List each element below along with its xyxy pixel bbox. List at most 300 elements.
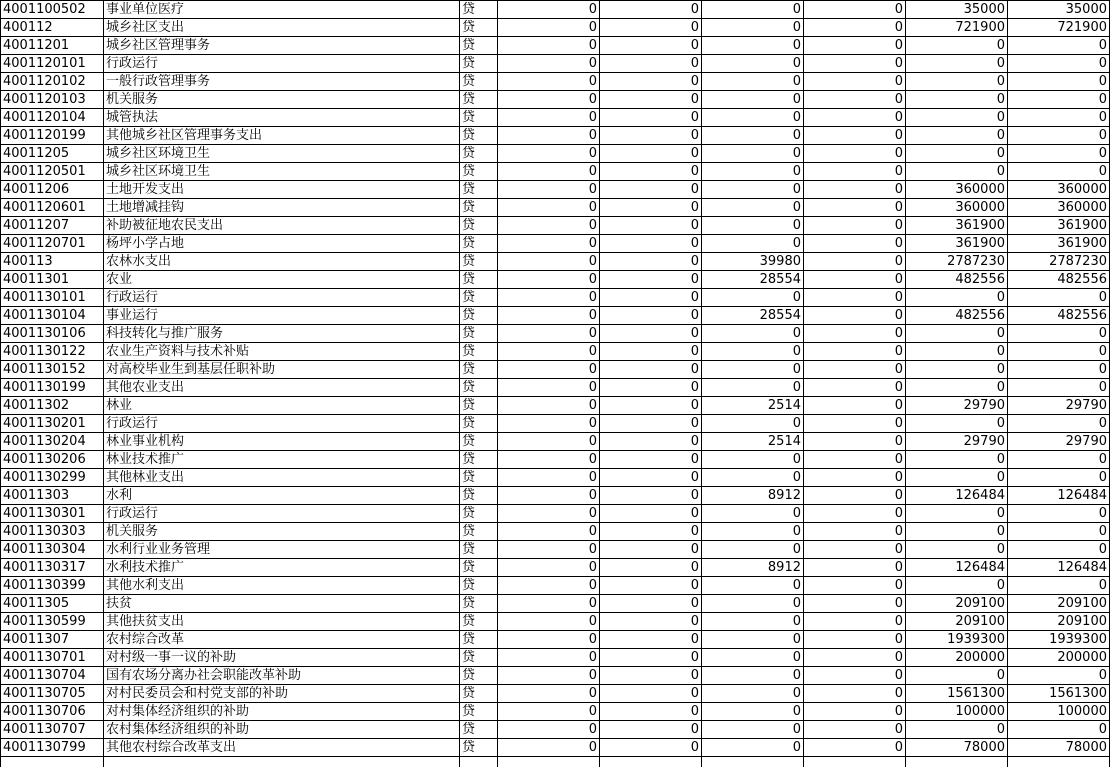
account-name-cell[interactable]: 农村综合改革 — [104, 631, 460, 649]
value-cell-5[interactable]: 0 — [906, 415, 1008, 433]
value-cell-3[interactable]: 0 — [702, 613, 804, 631]
value-cell-2[interactable]: 0 — [600, 667, 702, 685]
account-name-cell[interactable]: 城管执法 — [104, 109, 460, 127]
value-cell-5[interactable]: 0 — [906, 73, 1008, 91]
direction-cell[interactable]: 贷 — [460, 307, 498, 325]
account-name-cell[interactable]: 城乡社区支出 — [104, 19, 460, 37]
value-cell-1[interactable]: 0 — [498, 433, 600, 451]
account-name-cell[interactable]: 杨坪小学占地 — [104, 235, 460, 253]
account-name-cell[interactable]: 补助被征地农民支出 — [104, 217, 460, 235]
value-cell-4[interactable]: 0 — [804, 343, 906, 361]
empty-cell[interactable] — [1008, 757, 1110, 767]
direction-cell[interactable]: 贷 — [460, 703, 498, 721]
value-cell-1[interactable]: 0 — [498, 631, 600, 649]
value-cell-4[interactable]: 0 — [804, 379, 906, 397]
value-cell-2[interactable]: 0 — [600, 127, 702, 145]
empty-cell[interactable] — [600, 757, 702, 767]
value-cell-1[interactable]: 0 — [498, 73, 600, 91]
value-cell-3[interactable]: 0 — [702, 19, 804, 37]
value-cell-1[interactable]: 0 — [498, 613, 600, 631]
value-cell-3[interactable]: 0 — [702, 721, 804, 739]
value-cell-6[interactable]: 0 — [1008, 415, 1110, 433]
direction-cell[interactable]: 贷 — [460, 19, 498, 37]
value-cell-4[interactable]: 0 — [804, 361, 906, 379]
account-name-cell[interactable]: 行政运行 — [104, 505, 460, 523]
value-cell-5[interactable]: 29790 — [906, 433, 1008, 451]
empty-cell[interactable] — [702, 757, 804, 767]
account-name-cell[interactable]: 土地开发支出 — [104, 181, 460, 199]
account-name-cell[interactable]: 行政运行 — [104, 415, 460, 433]
value-cell-4[interactable]: 0 — [804, 613, 906, 631]
account-code-cell[interactable]: 4001130101 — [1, 289, 104, 307]
value-cell-2[interactable]: 0 — [600, 289, 702, 307]
account-code-cell[interactable]: 4001130122 — [1, 343, 104, 361]
account-code-cell[interactable]: 4001130304 — [1, 541, 104, 559]
value-cell-2[interactable]: 0 — [600, 253, 702, 271]
account-name-cell[interactable]: 其他城乡社区管理事务支出 — [104, 127, 460, 145]
account-name-cell[interactable]: 林业事业机构 — [104, 433, 460, 451]
value-cell-5[interactable]: 361900 — [906, 217, 1008, 235]
value-cell-5[interactable]: 0 — [906, 721, 1008, 739]
value-cell-4[interactable]: 0 — [804, 487, 906, 505]
value-cell-2[interactable]: 0 — [600, 55, 702, 73]
value-cell-6[interactable]: 0 — [1008, 451, 1110, 469]
value-cell-4[interactable]: 0 — [804, 145, 906, 163]
value-cell-5[interactable]: 0 — [906, 523, 1008, 541]
value-cell-3[interactable]: 0 — [702, 325, 804, 343]
value-cell-6[interactable]: 0 — [1008, 577, 1110, 595]
value-cell-1[interactable]: 0 — [498, 181, 600, 199]
value-cell-5[interactable]: 126484 — [906, 487, 1008, 505]
value-cell-3[interactable]: 0 — [702, 163, 804, 181]
direction-cell[interactable]: 贷 — [460, 289, 498, 307]
direction-cell[interactable]: 贷 — [460, 649, 498, 667]
account-code-cell[interactable]: 4001130303 — [1, 523, 104, 541]
value-cell-2[interactable]: 0 — [600, 145, 702, 163]
value-cell-1[interactable]: 0 — [498, 199, 600, 217]
value-cell-2[interactable]: 0 — [600, 595, 702, 613]
value-cell-5[interactable]: 482556 — [906, 271, 1008, 289]
value-cell-5[interactable]: 29790 — [906, 397, 1008, 415]
value-cell-6[interactable]: 0 — [1008, 289, 1110, 307]
value-cell-3[interactable]: 0 — [702, 91, 804, 109]
value-cell-1[interactable]: 0 — [498, 703, 600, 721]
value-cell-3[interactable]: 0 — [702, 289, 804, 307]
direction-cell[interactable]: 贷 — [460, 631, 498, 649]
value-cell-3[interactable]: 28554 — [702, 271, 804, 289]
value-cell-5[interactable]: 2787230 — [906, 253, 1008, 271]
value-cell-2[interactable]: 0 — [600, 307, 702, 325]
value-cell-4[interactable]: 0 — [804, 127, 906, 145]
value-cell-5[interactable]: 209100 — [906, 613, 1008, 631]
value-cell-6[interactable]: 721900 — [1008, 19, 1110, 37]
account-code-cell[interactable]: 4001130599 — [1, 613, 104, 631]
account-name-cell[interactable]: 对村级一事一议的补助 — [104, 649, 460, 667]
account-code-cell[interactable]: 4001130206 — [1, 451, 104, 469]
account-code-cell[interactable]: 4001120101 — [1, 55, 104, 73]
account-name-cell[interactable]: 事业运行 — [104, 307, 460, 325]
value-cell-2[interactable]: 0 — [600, 19, 702, 37]
value-cell-5[interactable]: 209100 — [906, 595, 1008, 613]
direction-cell[interactable]: 贷 — [460, 451, 498, 469]
value-cell-2[interactable]: 0 — [600, 379, 702, 397]
account-name-cell[interactable]: 其他农村综合改革支出 — [104, 739, 460, 757]
value-cell-4[interactable]: 0 — [804, 289, 906, 307]
value-cell-4[interactable]: 0 — [804, 217, 906, 235]
value-cell-5[interactable]: 0 — [906, 379, 1008, 397]
value-cell-5[interactable]: 0 — [906, 343, 1008, 361]
value-cell-1[interactable]: 0 — [498, 55, 600, 73]
value-cell-1[interactable]: 0 — [498, 559, 600, 577]
value-cell-5[interactable]: 100000 — [906, 703, 1008, 721]
value-cell-5[interactable]: 360000 — [906, 199, 1008, 217]
value-cell-4[interactable]: 0 — [804, 667, 906, 685]
value-cell-3[interactable]: 0 — [702, 1, 804, 19]
value-cell-4[interactable]: 0 — [804, 415, 906, 433]
account-code-cell[interactable]: 40011305 — [1, 595, 104, 613]
value-cell-3[interactable]: 39980 — [702, 253, 804, 271]
value-cell-6[interactable]: 0 — [1008, 343, 1110, 361]
account-name-cell[interactable]: 土地增减挂钩 — [104, 199, 460, 217]
account-name-cell[interactable]: 对村民委员会和村党支部的补助 — [104, 685, 460, 703]
account-code-cell[interactable]: 4001120102 — [1, 73, 104, 91]
value-cell-3[interactable]: 0 — [702, 685, 804, 703]
value-cell-3[interactable]: 0 — [702, 235, 804, 253]
value-cell-2[interactable]: 0 — [600, 523, 702, 541]
account-code-cell[interactable]: 4001130799 — [1, 739, 104, 757]
account-name-cell[interactable]: 城乡社区管理事务 — [104, 37, 460, 55]
value-cell-4[interactable]: 0 — [804, 109, 906, 127]
value-cell-6[interactable]: 0 — [1008, 91, 1110, 109]
value-cell-1[interactable]: 0 — [498, 19, 600, 37]
account-code-cell[interactable]: 4001130706 — [1, 703, 104, 721]
account-code-cell[interactable]: 4001130204 — [1, 433, 104, 451]
account-code-cell[interactable]: 4001130701 — [1, 649, 104, 667]
direction-cell[interactable]: 贷 — [460, 613, 498, 631]
direction-cell[interactable]: 贷 — [460, 739, 498, 757]
value-cell-1[interactable]: 0 — [498, 145, 600, 163]
account-code-cell[interactable]: 4001120701 — [1, 235, 104, 253]
value-cell-6[interactable]: 0 — [1008, 523, 1110, 541]
value-cell-3[interactable]: 8912 — [702, 559, 804, 577]
account-name-cell[interactable]: 农村集体经济组织的补助 — [104, 721, 460, 739]
direction-cell[interactable]: 贷 — [460, 1, 498, 19]
value-cell-1[interactable]: 0 — [498, 289, 600, 307]
direction-cell[interactable]: 贷 — [460, 235, 498, 253]
value-cell-4[interactable]: 0 — [804, 199, 906, 217]
value-cell-2[interactable]: 0 — [600, 469, 702, 487]
value-cell-4[interactable]: 0 — [804, 523, 906, 541]
value-cell-5[interactable]: 0 — [906, 145, 1008, 163]
value-cell-1[interactable]: 0 — [498, 595, 600, 613]
value-cell-5[interactable]: 0 — [906, 577, 1008, 595]
direction-cell[interactable]: 贷 — [460, 469, 498, 487]
value-cell-1[interactable]: 0 — [498, 451, 600, 469]
value-cell-4[interactable]: 0 — [804, 703, 906, 721]
value-cell-5[interactable]: 0 — [906, 127, 1008, 145]
direction-cell[interactable]: 贷 — [460, 397, 498, 415]
value-cell-6[interactable]: 0 — [1008, 325, 1110, 343]
account-name-cell[interactable]: 其他农业支出 — [104, 379, 460, 397]
value-cell-2[interactable]: 0 — [600, 541, 702, 559]
value-cell-4[interactable]: 0 — [804, 307, 906, 325]
value-cell-6[interactable]: 360000 — [1008, 181, 1110, 199]
direction-cell[interactable]: 贷 — [460, 127, 498, 145]
value-cell-6[interactable]: 100000 — [1008, 703, 1110, 721]
value-cell-6[interactable]: 0 — [1008, 469, 1110, 487]
value-cell-6[interactable]: 361900 — [1008, 235, 1110, 253]
value-cell-1[interactable]: 0 — [498, 415, 600, 433]
value-cell-6[interactable]: 35000 — [1008, 1, 1110, 19]
account-name-cell[interactable]: 行政运行 — [104, 289, 460, 307]
account-name-cell[interactable]: 国有农场分离办社会职能改革补助 — [104, 667, 460, 685]
account-code-cell[interactable]: 4001130152 — [1, 361, 104, 379]
value-cell-3[interactable]: 0 — [702, 595, 804, 613]
value-cell-2[interactable]: 0 — [600, 577, 702, 595]
value-cell-1[interactable]: 0 — [498, 523, 600, 541]
direction-cell[interactable]: 贷 — [460, 415, 498, 433]
value-cell-6[interactable]: 29790 — [1008, 397, 1110, 415]
empty-cell[interactable] — [1, 757, 104, 767]
value-cell-3[interactable]: 0 — [702, 451, 804, 469]
value-cell-6[interactable]: 126484 — [1008, 487, 1110, 505]
value-cell-1[interactable]: 0 — [498, 721, 600, 739]
account-code-cell[interactable]: 4001120501 — [1, 163, 104, 181]
account-name-cell[interactable]: 行政运行 — [104, 55, 460, 73]
value-cell-6[interactable]: 0 — [1008, 109, 1110, 127]
value-cell-6[interactable]: 0 — [1008, 505, 1110, 523]
value-cell-2[interactable]: 0 — [600, 397, 702, 415]
value-cell-2[interactable]: 0 — [600, 649, 702, 667]
value-cell-5[interactable]: 0 — [906, 289, 1008, 307]
direction-cell[interactable]: 贷 — [460, 343, 498, 361]
value-cell-3[interactable]: 0 — [702, 415, 804, 433]
value-cell-5[interactable]: 200000 — [906, 649, 1008, 667]
value-cell-1[interactable]: 0 — [498, 505, 600, 523]
value-cell-2[interactable]: 0 — [600, 73, 702, 91]
account-name-cell[interactable]: 其他扶贫支出 — [104, 613, 460, 631]
value-cell-2[interactable]: 0 — [600, 415, 702, 433]
value-cell-5[interactable]: 0 — [906, 325, 1008, 343]
value-cell-4[interactable]: 0 — [804, 325, 906, 343]
direction-cell[interactable]: 贷 — [460, 109, 498, 127]
direction-cell[interactable]: 贷 — [460, 577, 498, 595]
account-name-cell[interactable]: 扶贫 — [104, 595, 460, 613]
value-cell-4[interactable]: 0 — [804, 55, 906, 73]
value-cell-2[interactable]: 0 — [600, 217, 702, 235]
account-name-cell[interactable]: 科技转化与推广服务 — [104, 325, 460, 343]
account-name-cell[interactable]: 一般行政管理事务 — [104, 73, 460, 91]
account-name-cell[interactable]: 农业生产资料与技术补贴 — [104, 343, 460, 361]
value-cell-4[interactable]: 0 — [804, 595, 906, 613]
value-cell-6[interactable]: 1939300 — [1008, 631, 1110, 649]
value-cell-1[interactable]: 0 — [498, 1, 600, 19]
value-cell-3[interactable]: 0 — [702, 739, 804, 757]
value-cell-5[interactable]: 0 — [906, 541, 1008, 559]
value-cell-2[interactable]: 0 — [600, 271, 702, 289]
direction-cell[interactable]: 贷 — [460, 217, 498, 235]
value-cell-4[interactable]: 0 — [804, 181, 906, 199]
value-cell-6[interactable]: 126484 — [1008, 559, 1110, 577]
empty-cell[interactable] — [498, 757, 600, 767]
value-cell-2[interactable]: 0 — [600, 37, 702, 55]
value-cell-1[interactable]: 0 — [498, 91, 600, 109]
value-cell-1[interactable]: 0 — [498, 649, 600, 667]
value-cell-5[interactable]: 0 — [906, 37, 1008, 55]
value-cell-2[interactable]: 0 — [600, 199, 702, 217]
value-cell-3[interactable]: 0 — [702, 379, 804, 397]
account-code-cell[interactable]: 400112 — [1, 19, 104, 37]
value-cell-5[interactable]: 126484 — [906, 559, 1008, 577]
value-cell-2[interactable]: 0 — [600, 505, 702, 523]
value-cell-2[interactable]: 0 — [600, 487, 702, 505]
value-cell-4[interactable]: 0 — [804, 577, 906, 595]
value-cell-6[interactable]: 78000 — [1008, 739, 1110, 757]
direction-cell[interactable]: 贷 — [460, 721, 498, 739]
account-code-cell[interactable]: 4001100502 — [1, 1, 104, 19]
value-cell-2[interactable]: 0 — [600, 361, 702, 379]
account-code-cell[interactable]: 40011302 — [1, 397, 104, 415]
value-cell-3[interactable]: 0 — [702, 541, 804, 559]
value-cell-6[interactable]: 361900 — [1008, 217, 1110, 235]
account-name-cell[interactable]: 机关服务 — [104, 91, 460, 109]
value-cell-2[interactable]: 0 — [600, 1, 702, 19]
empty-cell[interactable] — [906, 757, 1008, 767]
value-cell-3[interactable]: 0 — [702, 343, 804, 361]
value-cell-5[interactable]: 1561300 — [906, 685, 1008, 703]
value-cell-5[interactable]: 35000 — [906, 1, 1008, 19]
value-cell-4[interactable]: 0 — [804, 91, 906, 109]
direction-cell[interactable]: 贷 — [460, 37, 498, 55]
value-cell-5[interactable]: 0 — [906, 361, 1008, 379]
direction-cell[interactable]: 贷 — [460, 559, 498, 577]
value-cell-1[interactable]: 0 — [498, 271, 600, 289]
value-cell-1[interactable]: 0 — [498, 37, 600, 55]
value-cell-2[interactable]: 0 — [600, 181, 702, 199]
value-cell-1[interactable]: 0 — [498, 127, 600, 145]
direction-cell[interactable]: 贷 — [460, 541, 498, 559]
value-cell-3[interactable]: 0 — [702, 667, 804, 685]
value-cell-3[interactable]: 0 — [702, 109, 804, 127]
value-cell-4[interactable]: 0 — [804, 235, 906, 253]
account-name-cell[interactable]: 机关服务 — [104, 523, 460, 541]
account-code-cell[interactable]: 40011307 — [1, 631, 104, 649]
account-name-cell[interactable]: 城乡社区环境卫生 — [104, 163, 460, 181]
account-code-cell[interactable]: 4001130201 — [1, 415, 104, 433]
value-cell-1[interactable]: 0 — [498, 325, 600, 343]
value-cell-3[interactable]: 0 — [702, 145, 804, 163]
direction-cell[interactable]: 贷 — [460, 595, 498, 613]
value-cell-2[interactable]: 0 — [600, 631, 702, 649]
value-cell-3[interactable]: 0 — [702, 631, 804, 649]
value-cell-6[interactable]: 0 — [1008, 721, 1110, 739]
account-name-cell[interactable]: 农业 — [104, 271, 460, 289]
value-cell-1[interactable]: 0 — [498, 235, 600, 253]
direction-cell[interactable]: 贷 — [460, 361, 498, 379]
account-name-cell[interactable]: 事业单位医疗 — [104, 1, 460, 19]
account-code-cell[interactable]: 40011301 — [1, 271, 104, 289]
value-cell-3[interactable]: 0 — [702, 505, 804, 523]
value-cell-3[interactable]: 0 — [702, 55, 804, 73]
value-cell-4[interactable]: 0 — [804, 253, 906, 271]
value-cell-1[interactable]: 0 — [498, 469, 600, 487]
account-code-cell[interactable]: 4001130705 — [1, 685, 104, 703]
value-cell-3[interactable]: 0 — [702, 73, 804, 91]
direction-cell[interactable]: 贷 — [460, 685, 498, 703]
account-code-cell[interactable]: 4001130106 — [1, 325, 104, 343]
value-cell-1[interactable]: 0 — [498, 739, 600, 757]
value-cell-4[interactable]: 0 — [804, 451, 906, 469]
account-code-cell[interactable]: 4001120199 — [1, 127, 104, 145]
value-cell-6[interactable]: 0 — [1008, 73, 1110, 91]
value-cell-1[interactable]: 0 — [498, 253, 600, 271]
account-name-cell[interactable]: 林业技术推广 — [104, 451, 460, 469]
value-cell-3[interactable]: 0 — [702, 199, 804, 217]
value-cell-3[interactable]: 0 — [702, 217, 804, 235]
value-cell-1[interactable]: 0 — [498, 379, 600, 397]
value-cell-2[interactable]: 0 — [600, 451, 702, 469]
value-cell-5[interactable]: 0 — [906, 451, 1008, 469]
value-cell-4[interactable]: 0 — [804, 649, 906, 667]
value-cell-3[interactable]: 0 — [702, 127, 804, 145]
value-cell-2[interactable]: 0 — [600, 343, 702, 361]
value-cell-6[interactable]: 360000 — [1008, 199, 1110, 217]
direction-cell[interactable]: 贷 — [460, 163, 498, 181]
value-cell-6[interactable]: 0 — [1008, 379, 1110, 397]
value-cell-6[interactable]: 482556 — [1008, 271, 1110, 289]
value-cell-4[interactable]: 0 — [804, 541, 906, 559]
value-cell-5[interactable]: 0 — [906, 163, 1008, 181]
direction-cell[interactable]: 贷 — [460, 379, 498, 397]
account-name-cell[interactable]: 对高校毕业生到基层任职补助 — [104, 361, 460, 379]
direction-cell[interactable]: 贷 — [460, 181, 498, 199]
value-cell-6[interactable]: 1561300 — [1008, 685, 1110, 703]
value-cell-1[interactable]: 0 — [498, 163, 600, 181]
value-cell-6[interactable]: 0 — [1008, 541, 1110, 559]
value-cell-4[interactable]: 0 — [804, 1, 906, 19]
value-cell-3[interactable]: 0 — [702, 469, 804, 487]
value-cell-3[interactable]: 0 — [702, 703, 804, 721]
direction-cell[interactable]: 贷 — [460, 667, 498, 685]
account-name-cell[interactable]: 林业 — [104, 397, 460, 415]
value-cell-6[interactable]: 209100 — [1008, 613, 1110, 631]
value-cell-2[interactable]: 0 — [600, 703, 702, 721]
account-code-cell[interactable]: 400113 — [1, 253, 104, 271]
account-code-cell[interactable]: 4001120601 — [1, 199, 104, 217]
value-cell-6[interactable]: 29790 — [1008, 433, 1110, 451]
value-cell-1[interactable]: 0 — [498, 307, 600, 325]
value-cell-1[interactable]: 0 — [498, 361, 600, 379]
value-cell-6[interactable]: 0 — [1008, 37, 1110, 55]
value-cell-1[interactable]: 0 — [498, 685, 600, 703]
value-cell-4[interactable]: 0 — [804, 505, 906, 523]
value-cell-4[interactable]: 0 — [804, 631, 906, 649]
value-cell-6[interactable]: 0 — [1008, 55, 1110, 73]
value-cell-4[interactable]: 0 — [804, 739, 906, 757]
direction-cell[interactable]: 贷 — [460, 271, 498, 289]
value-cell-5[interactable]: 0 — [906, 667, 1008, 685]
empty-cell[interactable] — [804, 757, 906, 767]
value-cell-5[interactable]: 0 — [906, 109, 1008, 127]
value-cell-2[interactable]: 0 — [600, 91, 702, 109]
value-cell-2[interactable]: 0 — [600, 559, 702, 577]
value-cell-5[interactable]: 482556 — [906, 307, 1008, 325]
empty-cell[interactable] — [460, 757, 498, 767]
value-cell-4[interactable]: 0 — [804, 163, 906, 181]
account-code-cell[interactable]: 40011201 — [1, 37, 104, 55]
account-name-cell[interactable]: 其他水利支出 — [104, 577, 460, 595]
value-cell-3[interactable]: 0 — [702, 649, 804, 667]
